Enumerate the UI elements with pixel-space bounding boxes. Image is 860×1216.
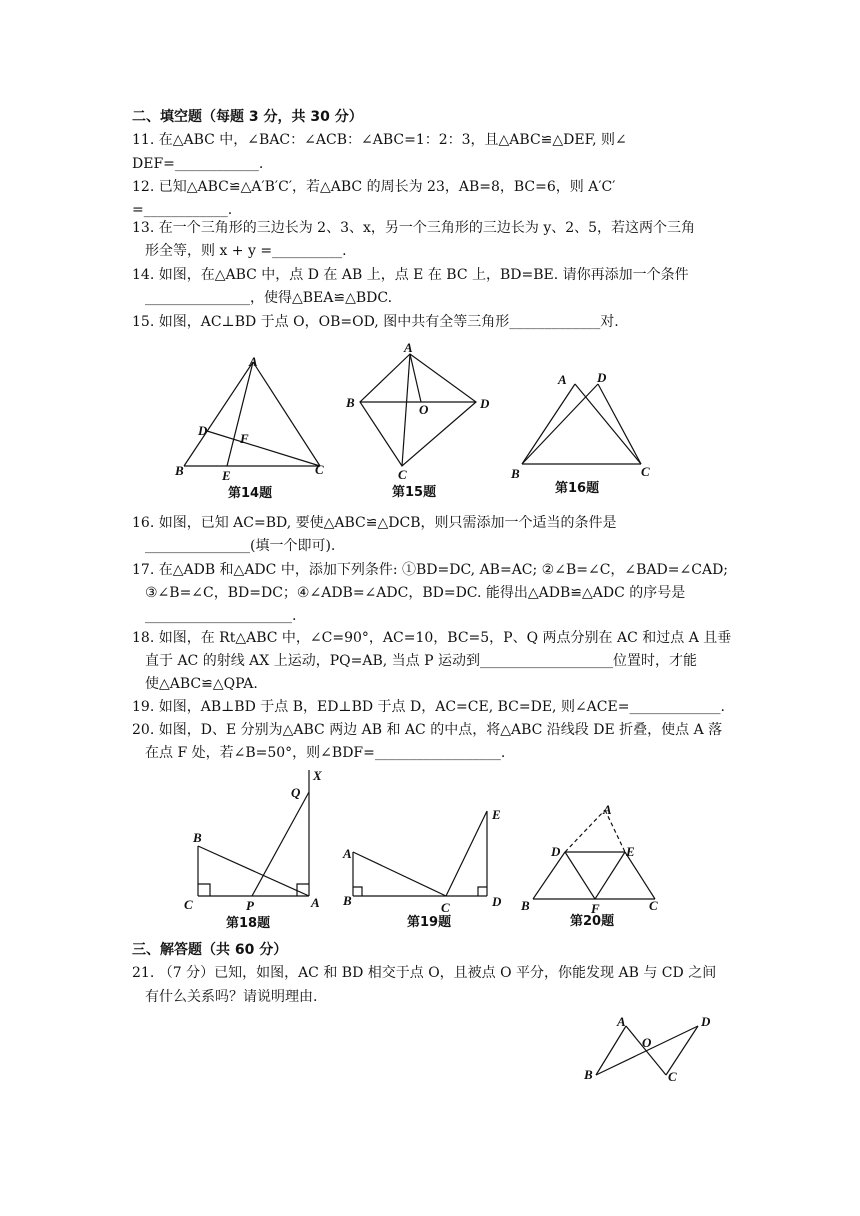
label-d: D	[492, 894, 502, 909]
figure-15	[340, 338, 500, 503]
section-title-fill-in: 二、填空题（每题 3 分，共 30 分）	[132, 109, 363, 125]
label-x: X	[313, 768, 322, 783]
question-19-line-1: 19. 如图，AB⊥BD 于点 B，ED⊥BD 于点 D，AC=CE, BC=DE, 则∠ACE=_____________.	[132, 699, 725, 715]
figure-14-lines	[184, 362, 320, 466]
label-b: B	[521, 898, 530, 913]
question-18-line-1: 18. 如图，在 Rt△ABC 中，∠C=90°，AC=10，BC=5，P、Q 两点分别在 AC 和过点 A 且垂	[132, 630, 732, 646]
label-a: A	[617, 1014, 626, 1029]
question-20-line-2: 在点 F 处，若∠B=50°，则∠BDF=__________________.	[145, 745, 506, 761]
label-c: C	[649, 898, 658, 913]
question-15-line-1: 15. 如图，AC⊥BD 于点 O，OB=OD, 图中共有全等三角形_____________对.	[132, 314, 619, 330]
question-16-line-1: 16. 如图，已知 AC=BD, 要使△ABC≌△DCB，则只需添加一个适当的条件是	[132, 515, 617, 531]
figure-21-lines	[596, 1026, 698, 1075]
question-14-line-2: _______________，使得△BEA≌△BDC.	[145, 290, 393, 306]
question-16-line-2: _______________(填一个即可).	[145, 538, 336, 554]
figure-15-caption: 第15题	[392, 485, 437, 500]
figure-16	[505, 368, 665, 503]
label-o: O	[419, 402, 429, 417]
question-21-line-2: 有什么关系吗？请说明理由.	[145, 989, 318, 1005]
label-c: C	[184, 897, 193, 912]
question-11-line-2: DEF=____________.	[132, 156, 264, 172]
question-17-line-2: ③∠B=∠C，BD=DC；④∠ADB=∠ADC，BD=DC. 能得出△ADB≌△ADC 的序号是	[145, 585, 686, 601]
label-a: A	[343, 846, 352, 861]
question-21-line-1: 21. （7 分）已知，如图，AC 和 BD 相交于点 O，且被点 O 平分，你能发现 AB 与 CD 之间	[132, 965, 717, 981]
label-b: B	[584, 1067, 593, 1082]
figure-18	[180, 766, 330, 934]
label-e: E	[492, 807, 501, 822]
question-18-line-3: 使△ABC≌△QPA.	[145, 676, 258, 692]
question-11-line-1: 11. 在△ABC 中，∠BAC：∠ACB：∠ABC=1：2：3，且△ABC≌△DEF, 则∠	[132, 132, 627, 148]
figure-16-caption: 第16题	[555, 481, 600, 496]
label-d: D	[480, 396, 490, 411]
label-f: F	[240, 431, 249, 446]
label-c: C	[668, 1069, 677, 1084]
figure-14-caption: 第14题	[228, 486, 273, 501]
label-b: B	[175, 463, 184, 478]
question-12-line-1: 12. 已知△ABC≌△A′B′C′，若△ABC 的周长为 23，AB=8，BC=6，则 A′C′	[132, 179, 616, 195]
figure-20	[515, 790, 665, 930]
label-d: D	[597, 370, 607, 385]
label-a: A	[404, 340, 413, 355]
label-d: D	[551, 844, 561, 859]
question-13-line-1: 13. 在一个三角形的三边长为 2、3、x，另一个三角形的三边长为 y、2、5，若这两个三角	[132, 220, 696, 236]
question-12-line-2: =____________.	[132, 202, 233, 218]
figure-19-caption: 第19题	[407, 915, 452, 930]
label-a: A	[558, 372, 567, 387]
figure-16-lines	[522, 384, 641, 464]
label-o: O	[642, 1035, 652, 1050]
question-17-line-3: _____________________.	[145, 608, 297, 624]
question-14-line-1: 14. 如图，在△ABC 中，点 D 在 AB 上，点 E 在 BC 上，BD=BE. 请你再添加一个条件	[132, 267, 689, 283]
label-e: E	[626, 844, 635, 859]
question-20-line-1: 20. 如图，D、E 分别为△ABC 两边 AB 和 AC 的中点，将△ABC 沿线段 DE 折叠，使点 A 落	[132, 722, 723, 738]
label-d: D	[198, 423, 208, 438]
label-c: C	[398, 467, 407, 482]
label-f: F	[591, 901, 600, 916]
label-e: E	[222, 468, 231, 483]
figure-21	[580, 1012, 720, 1087]
label-b: B	[343, 893, 352, 908]
figure-18-caption: 第18题	[226, 916, 271, 931]
label-a: A	[311, 895, 320, 910]
figure-19	[340, 805, 515, 933]
figure-14	[170, 352, 340, 502]
label-d: D	[701, 1014, 711, 1029]
figure-19-lines	[353, 811, 487, 896]
label-b: B	[511, 466, 520, 481]
label-b: B	[346, 395, 355, 410]
figure-20-caption: 第20题	[570, 914, 615, 929]
label-p: P	[246, 898, 254, 913]
label-q: Q	[291, 785, 301, 800]
label-a: A	[603, 802, 612, 817]
section-title-answer: 三、解答题（共 60 分）	[132, 942, 288, 958]
question-17-line-1: 17. 在△ADB 和△ADC 中，添加下列条件: ①BD=DC, AB=AC; ②∠B=∠C，∠BAD=∠CAD;	[132, 562, 729, 578]
label-c: C	[641, 464, 650, 479]
figure-15-lines	[360, 354, 476, 466]
label-a: A	[249, 354, 258, 369]
label-c: C	[441, 900, 450, 915]
question-13-line-2: 形全等，则 x + y =__________.	[145, 243, 347, 259]
label-b: B	[193, 830, 202, 845]
label-c: C	[315, 462, 324, 477]
question-18-line-2: 直于 AC 的射线 AX 上运动，PQ=AB, 当点 P 运动到___________________位置时，才能	[145, 653, 697, 669]
